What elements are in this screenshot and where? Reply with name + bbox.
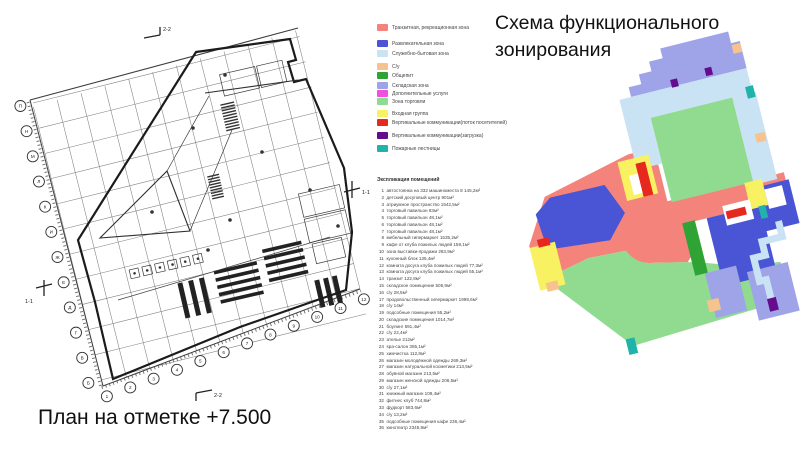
room-row — [377, 276, 527, 283]
room-label: с/у 27,1м² — [386, 384, 408, 390]
room-number: 13 — [378, 269, 384, 275]
legend-item — [377, 24, 592, 31]
svg-text:К: К — [43, 204, 47, 210]
axis-number — [171, 364, 182, 375]
room-label: детский досуговый центр 901м² — [386, 194, 454, 200]
room-number: 10 — [378, 249, 384, 255]
room-row — [377, 425, 527, 432]
room-number: 3 — [381, 201, 384, 207]
room-number: 16 — [378, 289, 384, 295]
legend-swatch — [377, 40, 388, 47]
legend-label: С/у — [392, 63, 400, 70]
room-number: 33 — [378, 405, 384, 410]
room-number: 26 — [378, 357, 384, 363]
room-row — [377, 283, 527, 290]
room-label: обувной магазин 213,5м² — [386, 371, 440, 377]
legend-swatch — [377, 72, 388, 79]
axis-number — [125, 382, 136, 393]
room-label: продовольственный гипермаркет 1998,6м² — [386, 296, 478, 302]
room-label: комната досуга клуба пожилых людей 77,3м² — [386, 262, 483, 268]
plan-room — [220, 67, 260, 97]
room-row — [377, 344, 527, 351]
plan-room — [312, 237, 346, 263]
zoning-title: Схема функционального зонирования — [495, 12, 720, 61]
axis-number — [288, 320, 299, 331]
room-number: 14 — [378, 276, 384, 282]
room-number: 19 — [378, 310, 384, 316]
svg-text:10: 10 — [314, 314, 320, 320]
axis-number — [335, 303, 346, 314]
svg-text:8: 8 — [269, 332, 272, 338]
room-label: ателье 212м² — [386, 337, 415, 343]
svg-text:Г: Г — [74, 330, 78, 336]
legend-item — [377, 145, 592, 152]
legend-swatch — [377, 50, 388, 57]
room-row — [377, 405, 527, 412]
legend-swatch — [377, 82, 388, 89]
legend-item — [377, 40, 592, 47]
shelving-bars — [214, 261, 264, 304]
legend-item — [377, 110, 592, 117]
shelving-bars — [177, 277, 211, 318]
room-label: боулинг 691,4м² — [386, 323, 421, 329]
room-row — [377, 242, 527, 249]
legend-label: Зона торговли — [392, 98, 426, 105]
room-label: с/у 28,5м² — [386, 289, 408, 295]
room-number: 24 — [378, 343, 384, 349]
room-row — [377, 249, 527, 256]
axis-letter — [77, 352, 88, 363]
site-boundary-top — [30, 28, 298, 100]
room-row — [377, 310, 527, 317]
legend-label: Складская зона — [392, 82, 429, 89]
room-row — [377, 391, 527, 398]
svg-text:9: 9 — [292, 323, 296, 329]
stair-hatch — [220, 102, 240, 131]
stall-row — [129, 253, 203, 278]
section-marker-right-label: 1-1 — [362, 190, 370, 196]
room-schedule-title: Экспликация помещений — [377, 177, 440, 183]
section-marker-top — [144, 27, 171, 38]
atrium-triangle — [100, 171, 190, 238]
room-label: с/у 14м² — [386, 303, 404, 309]
svg-text:2: 2 — [128, 385, 132, 391]
room-row — [377, 378, 527, 385]
axis-number — [195, 356, 206, 367]
legend-swatch — [377, 145, 388, 152]
room-number: 17 — [378, 296, 384, 302]
axis-letter — [33, 176, 44, 187]
room-label: торговый павильон 48,1м² — [386, 228, 443, 234]
legend-swatch — [377, 110, 388, 117]
axis-letter — [71, 327, 82, 338]
axis-letter — [15, 101, 26, 112]
legend-item — [377, 132, 592, 139]
axis-number — [358, 294, 369, 305]
stair-hatch — [207, 174, 224, 199]
svg-text:Н: Н — [24, 128, 29, 134]
room-label: подсобные помещения 55,2м² — [386, 310, 451, 316]
axis-letter — [64, 302, 75, 313]
plan-details — [91, 54, 365, 348]
svg-text:П: П — [18, 103, 23, 109]
room-label: книжный магазин 109,4м² — [386, 391, 441, 397]
axis-number — [148, 373, 159, 384]
legend-swatch — [377, 63, 388, 70]
axis-number — [312, 311, 323, 322]
room-label: складское помещение 505,9м² — [386, 282, 452, 288]
svg-text:3: 3 — [152, 376, 155, 382]
plan-columns — [150, 73, 340, 252]
axis-number — [101, 391, 112, 402]
legend-swatch — [377, 119, 388, 126]
room-row — [377, 290, 527, 297]
inner-wall — [118, 237, 330, 300]
room-label: кухонный блок 135,4м² — [386, 255, 436, 261]
legend-label: Входная группа — [392, 110, 429, 117]
room-row — [377, 188, 527, 195]
room-label: складские помещения 1014,7м² — [386, 316, 455, 322]
legend-swatch — [377, 98, 388, 105]
room-number: 30 — [378, 384, 384, 390]
room-label: зона выставки-продажи 283,9м² — [386, 249, 455, 255]
room-number: 7 — [381, 228, 384, 234]
svg-text:И: И — [49, 229, 53, 235]
room-number: 31 — [378, 391, 384, 397]
legend-swatch — [377, 90, 388, 97]
shelving-bars — [262, 241, 309, 283]
room-label: транзит 122,8м² — [386, 276, 421, 282]
room-row — [377, 330, 527, 337]
legend-label: Вертикальные коммуникации(загрузка) — [392, 132, 484, 139]
room-label: с/у 13,2м² — [386, 411, 408, 417]
room-number: 9 — [381, 242, 384, 248]
room-label: мебельный гипермаркет 1535,2м² — [386, 235, 459, 241]
room-row — [377, 371, 527, 378]
legend-item — [377, 82, 592, 89]
room-row — [377, 398, 527, 405]
svg-text:Е: Е — [62, 279, 66, 285]
axis-number-bubbles — [101, 294, 369, 402]
svg-text:4: 4 — [175, 367, 179, 373]
room-number: 36 — [378, 425, 384, 431]
room-number: 2 — [381, 194, 384, 200]
room-number: 8 — [381, 235, 384, 241]
legend-label: Вертикальные коммуникации(поток посетителей) — [392, 119, 507, 126]
svg-text:Ж: Ж — [55, 254, 60, 260]
svg-text:Б: Б — [86, 380, 90, 386]
axis-number — [242, 338, 253, 349]
legend-label: Развлекательная зона — [392, 40, 444, 47]
room-row — [377, 317, 527, 324]
svg-text:В: В — [80, 355, 84, 361]
room-label: кафе от клуба пожилых людей 159,1м² — [386, 242, 470, 248]
room-label: автостоянка на 332 машиноместа 8 145,2м² — [386, 188, 481, 193]
legend-label: Транзитная, рекреационная зона — [392, 24, 469, 31]
legend-item — [377, 72, 592, 79]
room-number: 5 — [381, 215, 384, 221]
room-number: 23 — [378, 337, 384, 343]
section-marker-left-label: 1-1 — [25, 299, 33, 305]
svg-text:7: 7 — [245, 341, 249, 347]
legend-label: Пожарные лестницы — [392, 145, 441, 152]
axis-letter — [58, 277, 69, 288]
room-label: кинотеатр 2345,9м² — [386, 425, 428, 431]
floor-plan — [15, 27, 370, 402]
svg-text:М: М — [30, 154, 35, 160]
room-schedule-list — [377, 188, 527, 432]
section-marker-bottom — [196, 390, 222, 401]
room-label: химчистка 112,8м² — [386, 350, 426, 356]
axis-letter — [21, 126, 32, 137]
room-row — [377, 256, 527, 263]
legend-item — [377, 119, 592, 126]
plan-caption: План на отметке +7.500 — [38, 406, 272, 429]
room-row — [377, 303, 527, 310]
room-number: 15 — [378, 282, 384, 288]
room-label: магазин молодёжной одежды 269,3м² — [386, 357, 467, 363]
room-label: атриумное пространство 1542,5м² — [386, 201, 460, 207]
room-number: 4 — [381, 208, 384, 214]
room-row — [377, 195, 527, 202]
building-outline — [78, 39, 352, 382]
room-row — [377, 215, 527, 222]
axis-letter-bubbles — [15, 101, 94, 389]
axis-letter — [52, 252, 63, 263]
room-schedule — [377, 177, 527, 432]
room-number: 18 — [378, 303, 384, 309]
room-number: 25 — [378, 350, 384, 356]
room-number: 11 — [379, 255, 384, 261]
room-number: 21 — [378, 323, 384, 329]
room-row — [377, 412, 527, 419]
room-label: торговый павильон 48,1м² — [386, 215, 443, 221]
room-number: 22 — [378, 330, 384, 336]
room-row — [377, 324, 527, 331]
room-row — [377, 269, 527, 276]
room-row — [377, 419, 527, 426]
room-number: 20 — [378, 316, 384, 322]
axis-letter — [27, 151, 38, 162]
room-label: комната досуга клуба пожилых людей 55,1м² — [386, 269, 483, 275]
room-number: 35 — [378, 418, 384, 424]
room-number: 28 — [378, 371, 384, 377]
section-marker-left — [25, 280, 52, 305]
svg-text:12: 12 — [361, 296, 367, 302]
legend-label: Общепит — [392, 72, 414, 79]
room-label: spa-салон 355,1м² — [386, 343, 426, 349]
room-number: 29 — [378, 377, 384, 383]
svg-text:Л: Л — [37, 179, 41, 185]
axis-letter — [40, 201, 51, 212]
svg-text:5: 5 — [199, 358, 202, 364]
legend-label: Служебно-бытовая зона — [392, 50, 449, 57]
legend-item — [377, 63, 592, 70]
room-label: подсобные помещения кафе 236,4м² — [386, 418, 466, 424]
room-row — [377, 222, 527, 229]
room-label: магазин женской одежды 206,5м² — [386, 377, 458, 383]
legend-item — [377, 50, 592, 57]
legend-item — [377, 98, 592, 105]
axis-letter — [83, 377, 94, 388]
room-label: с/у 22,4м² — [386, 330, 408, 336]
section-marker-top-label: 2-2 — [163, 27, 171, 33]
legend-swatch — [377, 132, 388, 139]
inner-wall — [167, 96, 209, 171]
room-number: 12 — [378, 262, 384, 268]
zoning-legend — [377, 24, 592, 152]
room-row — [377, 351, 527, 358]
axis-number — [218, 347, 229, 358]
room-label: фудкорт 583,6м² — [386, 405, 422, 410]
room-number: 1 — [381, 188, 384, 193]
room-label: торговый павильон 83м² — [386, 208, 439, 214]
room-number: 32 — [378, 398, 384, 404]
legend-label: Дополнительные услуги — [392, 90, 448, 97]
room-number: 27 — [378, 364, 384, 370]
room-number: 6 — [381, 221, 384, 227]
svg-text:6: 6 — [222, 349, 225, 355]
axis-number — [265, 329, 276, 340]
room-label: фитнес клуб 744,8м² — [386, 398, 431, 404]
axis-letter — [46, 226, 57, 237]
section-marker-bottom-label: 2-2 — [214, 393, 222, 399]
room-row — [377, 337, 527, 344]
room-number: 34 — [378, 411, 384, 417]
svg-text:11: 11 — [338, 305, 343, 311]
legend-swatch — [377, 24, 388, 31]
room-row — [377, 297, 527, 304]
legend-item — [377, 90, 592, 97]
room-label: торговый павильон 48,1м² — [386, 221, 443, 227]
svg-text:Д: Д — [68, 305, 72, 311]
svg-text:1: 1 — [105, 394, 109, 399]
room-label: магазин натуральной косметики 213,5м² — [386, 364, 473, 370]
